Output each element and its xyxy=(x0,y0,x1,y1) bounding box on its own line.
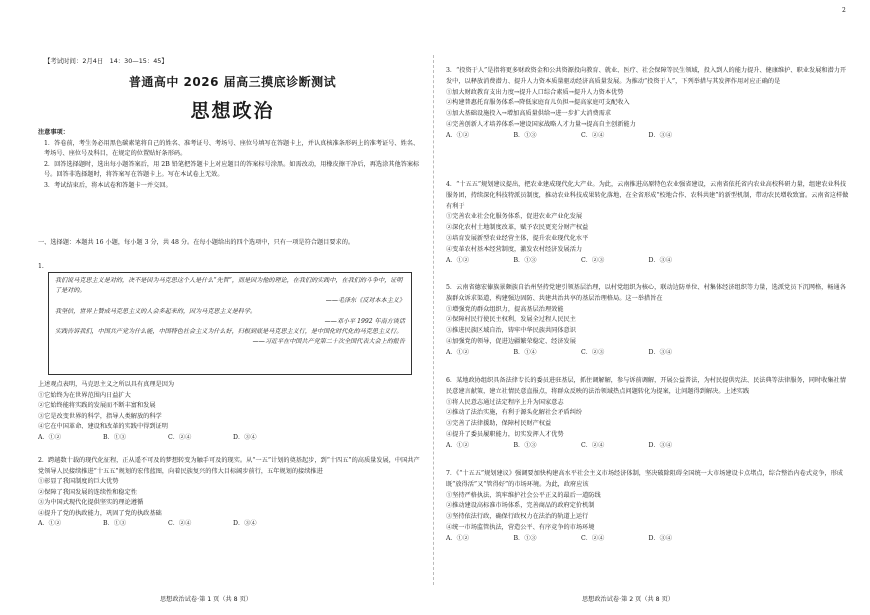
q2-stem: 2．跨越数十载的现代化征程，正从遥不可及的梦想转变为触手可及的现实。从“一五”计划的奠基起步，到“十四五”的高质量发展，中国共产党领导人民接续推进“十五五”规划的宏伟蓝图，向着民族复兴的伟大目标阔步前行，五年规划的接续推进 xyxy=(38,457,420,475)
choice: ①它始终为在世界范围内日益扩大 xyxy=(38,391,131,399)
choice: ③它是改变世界的科学，指导人类解放的科学 xyxy=(38,412,162,420)
choice: ②保障村民行使民主权利，发展全过程人民民主 xyxy=(446,316,576,324)
q7-stem: 7．《“十五五”规划建议》强调要加快构建高水平社会主义市场经济体制，坚决破除阻碍全国统一大市场建设卡点堵点，综合整治内卷式竞争，形成既“放得活”又“管得好”的市场环境。为此，政府应该 xyxy=(446,470,843,488)
q4-stem: 4．“十五五”规划建议提出，把农业建成现代化大产业。为此，云南推进高原特色农业强省建设，云南省依托省内农业高校科研力量，组建农业科技服务团，持续深化科技特派员制度，推动农业科技成果转化落地，在全省形成“校地合作、农科共建”的新型机制，带动农民增收致富。云南省这样做有利于 xyxy=(446,181,849,210)
option-d[interactable]: D．③④ xyxy=(648,256,673,264)
option-c[interactable]: C．②③ xyxy=(581,348,605,356)
choice: ①加大财政教育支出力度→提升人口综合素质→提升人力资本优势 xyxy=(446,88,624,96)
option-c[interactable]: C．②④ xyxy=(168,433,192,441)
choice: ③推进民族区域自治，铸牢中华民族共同体意识 xyxy=(446,327,576,335)
choice: ③完善了法律援助，保障村民财产权益 xyxy=(446,420,552,428)
option-d[interactable]: D．③④ xyxy=(648,131,673,139)
note-item: 3．考试结束后，将本试卷和答题卡一并交回。 xyxy=(44,181,172,189)
footer-page-2: 思想政治试卷·第 2 页（共 8 页） xyxy=(582,596,674,603)
notes-heading: 注意事项： xyxy=(38,129,69,136)
option-b[interactable]: B．①③ xyxy=(103,520,127,527)
option-c[interactable]: C．②④ xyxy=(581,534,605,542)
q5-stem: 5．云南省德宏傣族景颇族自治州坚持党建引领基层治理，以村党组织为核心，联动边防单位、村集体经济组织等力量，选派党员下沉网格，畅通各族群众诉求渠道，构建强边固防、共建共治共享的基层治理格局。这一举措旨在 xyxy=(446,284,846,302)
choice: ④统一市场监管执法，营造公平、有序竞争的市场环境 xyxy=(446,523,595,531)
quote-source: ——毛泽东《反对本本主义》 xyxy=(325,297,405,305)
option-a[interactable]: A．①② xyxy=(446,256,470,264)
section-1-heading: 一、选择题：本题共 16 小题，每小题 3 分，共 48 分。在每小题给出的四个选项中，只有一项是符合题目要求的。 xyxy=(38,239,355,246)
choice: ①彰显了我国制度的巨大优势 xyxy=(38,478,119,485)
q3-body xyxy=(446,66,851,142)
option-a[interactable]: A．①② xyxy=(446,441,470,449)
note-item: 2．回答选择题时，选出每小题答案后，用 2B 铅笔把答题卡上对应题目的答案标号涂黑。如需改动，用橡皮擦干净后，再选涂其他答案标号。回答非选择题时，将答案写在答题卡上。写在本试卷上无效。 xyxy=(44,160,420,178)
option-a[interactable]: A．①② xyxy=(446,131,470,139)
option-d[interactable]: D．③④ xyxy=(648,534,673,542)
choice: ③为中国式现代化提供坚实的理论遵循 xyxy=(38,499,144,506)
choice: ③培育发展新型农业经营主体，提升农业现代化水平 xyxy=(446,234,589,242)
option-c[interactable]: C．②④ xyxy=(581,441,605,449)
q5-body xyxy=(446,283,851,359)
choice: ④变革农村基本经营制度，激发农村经济发展活力 xyxy=(446,245,583,253)
choice: ①将人民意志通过法定程序上升为国家意志 xyxy=(446,398,564,406)
option-a[interactable]: A．①② xyxy=(446,534,470,542)
option-b[interactable]: B．①③ xyxy=(103,433,127,441)
choice: ④加强党的领导，促进边疆繁荣稳定、经济发展 xyxy=(446,337,576,345)
option-c[interactable]: C．②④ xyxy=(581,131,605,139)
q1-body xyxy=(38,380,420,443)
choice: ②保障了我国发展的连续性和稳定性 xyxy=(38,488,137,496)
quote-text: 实践告诉我们，中国共产党为什么能，中国特色社会主义为什么好，归根到底是马克思主义行，是中国化时代化的马克思主义行。 xyxy=(55,328,403,336)
q6-body xyxy=(446,376,851,452)
footer-page-1: 思想政治试卷·第 1 页（共 8 页） xyxy=(160,596,252,603)
quote-text: 我们说马克思主义是对的，决不是因为马克思这个人是什么“先哲”，而是因为他的理论，在我们的实践中，在我们的斗争中，证明了是对的。 xyxy=(55,277,403,295)
option-d[interactable]: D．③④ xyxy=(648,348,673,356)
choice: ④它在中国革命、建设和改革的实践中得到证明 xyxy=(38,423,168,430)
q7-body xyxy=(446,469,851,545)
option-b[interactable]: B．①③ xyxy=(513,256,537,264)
choice: ④提升了党的执政能力，巩固了党的执政基础 xyxy=(38,509,162,517)
option-a[interactable]: A．①② xyxy=(446,348,470,356)
q4-body xyxy=(446,180,851,266)
option-a[interactable]: A．①② xyxy=(38,433,62,441)
corner-mark: 2 xyxy=(842,7,846,14)
choice: ③加大基础设施投入→增加高质量供给→进一步扩大消费需求 xyxy=(446,110,612,118)
option-c[interactable]: C．②④ xyxy=(168,520,192,527)
option-b[interactable]: B．①④ xyxy=(513,348,537,356)
choice: ②推动了法治实施，有利于源头化解社会矛盾纠纷 xyxy=(446,409,583,417)
quote-text: 我坚信，世界上赞成马克思主义的人会多起来的，因为马克思主义是科学。 xyxy=(55,307,257,315)
option-b[interactable]: B．①③ xyxy=(513,534,537,542)
exam-time: 【考试时间：2月4日 14：30—15：45】 xyxy=(44,57,168,65)
choice: ①坚持严格执法，筑牢维护社会公平正义的最后一道防线 xyxy=(446,491,601,499)
option-a[interactable]: A．①② xyxy=(38,520,62,527)
option-d[interactable]: D．③④ xyxy=(648,441,673,449)
q1-stem: 上述观点表明，马克思主义之所以具有真理是因为 xyxy=(38,381,175,388)
option-c[interactable]: C．②③ xyxy=(581,256,605,264)
choice: ②深化农村土地制度改革，赋予农民更充分财产权益 xyxy=(446,224,589,232)
choice: ③坚持依法行政，确保行政权力在法治的轨道上运行 xyxy=(446,513,589,521)
notes xyxy=(38,128,420,191)
subject-title: 思想政治 xyxy=(190,100,275,122)
option-d[interactable]: D．③④ xyxy=(233,433,257,441)
choice: ①完善农业社会化服务体系，促进农业产业化发展 xyxy=(446,213,583,221)
choice: ④提升了委员履职能力，切实发挥人才优势 xyxy=(446,430,564,438)
q1-quote-box xyxy=(48,272,412,375)
choice: ②它始终能将实践的发展而不断丰富和发展 xyxy=(38,402,156,409)
q3-stem: 3．“投资于人”是指将更多财政资金和公共资源投向教育、就业、医疗、社会保障等民生领域，投入到人的能力提升、健康维护、职业发展和潜力开发中，以释放消费潜力、提升人力资本质量驱动经济高质量发展。为推动“投资于人”，下列举措与其发挥作用对应正确的是 xyxy=(446,67,847,85)
page-left xyxy=(0,0,430,615)
q2-body xyxy=(38,456,420,530)
choice: ②构建普惠托育服务体系→降低家庭育儿负担→提高家庭可支配收入 xyxy=(446,99,630,107)
q6-stem: 6．某地政协组织具备法律专长的委员进驻基层，抓住调解解，参与诉前调解，开展公益普法，为村民提供宪法、民法典等法律服务，同时收集社情民意建言献策，建立社情民意直报点，将群众反映的法治领域热点问题转化为提案，让问题得到解决。上述实践 xyxy=(446,377,846,395)
q1-number: 1. xyxy=(38,263,44,270)
option-d[interactable]: D．③④ xyxy=(233,520,257,527)
choice: ①增强党的群众组织力，提高基层治理效能 xyxy=(446,305,564,313)
option-b[interactable]: B．①③ xyxy=(513,441,537,449)
quote-source: ——邓小平 1992 年南方谈话 xyxy=(324,317,405,325)
exam-title: 普通高中 2026 届高三摸底诊断测试 xyxy=(128,75,337,89)
option-b[interactable]: B．①③ xyxy=(513,131,537,139)
choice: ④完善创新人才培养体系→建设国家战略人才力量→提高自主创新能力 xyxy=(446,120,636,128)
note-item: 1．答卷前，考生务必用黑色碳素笔将自己的姓名、准考证号、考场号、座位号填写在答题卡上，并认真核准条形码上的准考证号、姓名、考场号、座位号及科目，在规定的位置贴好条形码。 xyxy=(44,139,420,157)
page-divider xyxy=(433,55,434,585)
quote-source: ——习近平在中国共产党第二十次全国代表大会上的报告 xyxy=(252,338,405,346)
choice: ②推动建设高标准市场体系，完善商品的政府定价机制 xyxy=(446,502,595,510)
